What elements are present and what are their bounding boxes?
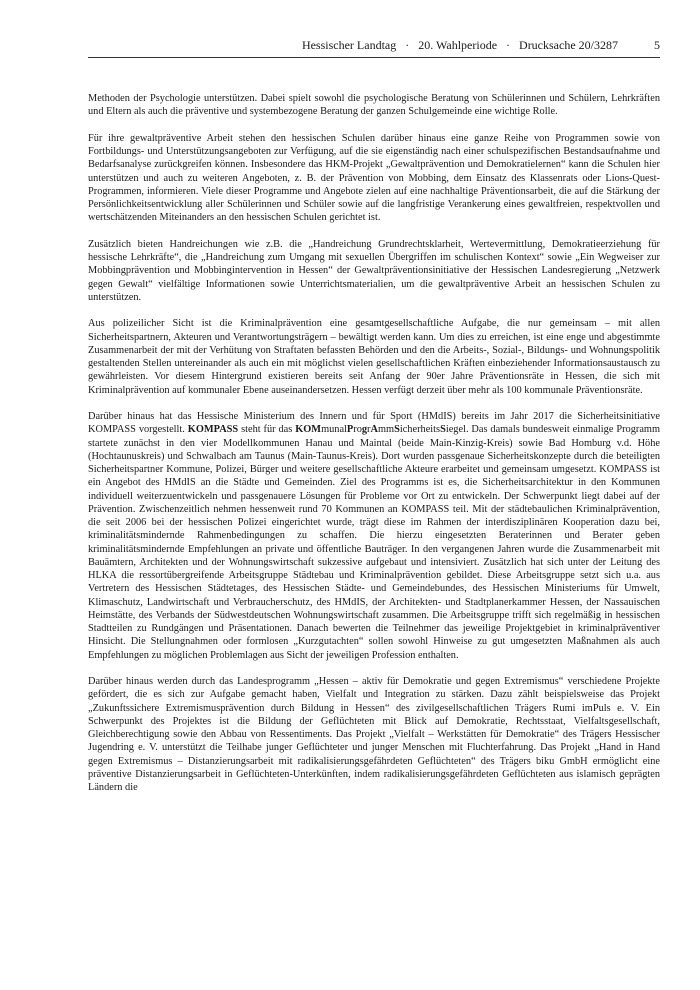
document-page: [88, 0, 660, 990]
acronym-letter: S: [440, 424, 446, 436]
acronym-letter: S: [394, 424, 400, 436]
running-title: Hessischer Landtag · 20. Wahlperiode · Drucksache 20/3287: [301, 38, 618, 52]
acronym-rest: ro: [353, 424, 362, 436]
kompass-term: KOMPASS: [187, 424, 239, 436]
acronym-rest: r: [367, 424, 371, 436]
paragraph-2: Für ihre gewaltpräventive Arbeit stehen den hessischen Schulen darüber hinaus eine ganze Reihe von Programmen sowie von Fortbildungs- und Unterstützungsangeboten zur Verfügung, auf die sie eigenständig nach einer schulspezifischen Bestandsaufnahme und Bedarfsanalyse zurückgreifen können. Insbesondere das HKM-Projekt „Gewaltprävention und Demokratielernen“ kann die Schulen hier unterstützen und auch zu weiteren Angeboten, z. B. der Prävention von Mobbing, dem Einsatz des Klassenrats oder Lions-Quest-Programmen, informieren. Viele dieser Programme und Angebote zielen auf eine nachhaltige Präventionsarbeit, die auf die Stärkung der Persönlichkeitsentwicklung aller Schülerinnen und Schüler sowie auf die langfristige Verankerung eines gewaltfreien, respektvollen und wertschätzenden Miteinanders an den hessischen Schulen gerichtet ist.: [88, 132, 660, 224]
acronym-rest: icherheits: [399, 424, 441, 436]
acronym-rest: munal: [321, 424, 347, 436]
acronym-letter: A: [370, 424, 378, 436]
paragraph-1: Methoden der Psychologie unterstützen. Dabei spielt sowohl die psychologische Beratung von Schülerinnen und Schülern, Lehrkräften und Eltern als auch die präventive und systembezogene Beratung der ganzen Schulgemeinde eine wichtige Rolle.: [88, 93, 660, 118]
paragraph-5-rest: . Das damals bundesweit einmalige Programm startete zunächst in den vier Modellkommunen Hanau und Maintal (beide Main-Kinzig-Kreis) sowie Bad Homburg v.d. Höhe (Hochtaunuskreis) und Schwalbach am Taunus (Main-Taunus-Kreis). Dort wurden passgenaue Sicherheitskonzepte durch die beteiligten Sicherheitspartner Kommune, Polizei, Bürger und weitere gesellschaftliche Akteure erarbeitet und gemeinsam umgesetzt. KOMPASS ist ein Angebot des HMdIS an die Städte und Gemeinden. Ziel des Programms ist es, die Sicherheitsarchitektur in den Kommunen individuell weiterzuentwickeln und passgenauere Lösungen für Probleme vor Ort zu entwickeln. Der Schwerpunkt liegt dabei auf der Prävention. Zwischenzeitlich nehmen hessenweit rund 70 Kommunen an KOMPASS teil. Mit der städtebaulichen Kriminalprävention, die seit 2006 bei der hessischen Polizei eingerichtet wurde, trägt diese im Rahmen der interdisziplinären Kooperation dazu bei, kriminalitätsmindernde Rahmenbedingungen zu schaffen. Die hierzu eingesetzten Beraterinnen und Berater geben kriminalitätsmindernde Empfehlungen an private und öffentliche Bauträger. In den vergangenen Jahren wurde die Zusammenarbeit mit Bauämtern, Architekten und der Wohnungswirtschaft sukzessive aufgebaut und intensiviert. Zusätzlich hat sich unter der Leitung des HLKA die ressortübergreifende Arbeitsgruppe Städtebau und Kriminalprävention gebildet. Diese Arbeitsgruppe setzt sich u.a. aus Vertretern des Hessischen Städtetages, des Hessischen Städte- und Gemeindebundes, des Hessischen Ministeriums für Umwelt, Klimaschutz, Landwirtschaft und Verbraucherschutz, des HMdIS, der Architekten- und Stadtplanerkammer Hessen, der Nassauischen Heimstätte, des Verbands der Südwestdeutschen Wohnungswirtschaft zusammen. Die Arbeitsgruppe trifft sich regelmäßig in hessischen Stadtteilen zu Rundgängen und Präsentationen. Danach bewerten die Teilnehmer das jeweilige Projektgebiet in kriminalpräventiver Hinsicht. Die Stellungnahmen oder formlosen „Kurzgutachten“ sollen sowohl Hinweise zu gut umgesetzten Maßnahmen als auch Empfehlungen zu möglichen Problemlagen aus Sicht der jeweiligen Profession enthalten.: [88, 424, 661, 661]
acronym-letter: KOM: [295, 424, 322, 436]
acronym-letter: P: [346, 424, 354, 436]
acronym-rest: iegel: [445, 424, 466, 436]
acronym-rest: mm: [377, 424, 395, 436]
page-header: [88, 38, 660, 54]
body-text: [88, 92, 660, 808]
paragraph-6: Darüber hinaus werden durch das Landesprogramm „Hessen – aktiv für Demokratie und gegen Extremismus“ verschiedene Projekte gefördert, die es sich zur Aufgabe gemacht haben, Vielfalt und Integration zu stärken. Dazu zählt beispielsweise das Projekt „Zukunftssichere Extremismusprävention durch Bildung in Hessen“ des zivilgesellschaftlichen Trägers Rumi imPuls e. V. Ein Schwerpunkt des Projektes ist die Bildung der Geflüchteten mit Blick auf Demokratie, Rechtsstaat, Vielfaltsgesellschaft, Gleichberechtigung sowie den Abbau von Ressentiments. Das Projekt „Vielfalt – Werkstätten für Demokratie“ des Trägers Hessischer Jugendring e. V. unterstützt die Teilhabe junger Geflüchteter und junger Menschen mit Fluchterfahrung. Das Projekt „Hand in Hand gegen Extremismus – Distanzierungsarbeit mit radikalisierungsgefährdeten Geflüchteten“ des Trägers biku GmbH ermöglicht eine präventive Distanzierungsarbeit in Geflüchteten-Unterkünften, indem radikalisierungsgefährdeten Geflüchteten aus islamisch geprägten Ländern die: [88, 676, 660, 793]
paragraph-5: [88, 410, 660, 662]
paragraph-4: Aus polizeilicher Sicht ist die Kriminalprävention eine gesamtgesellschaftliche Aufgabe, die nur gemeinsam – mit allen Sicherheitspartnern, Akteuren und Verantwortungsträgern – bewältigt werden kann. Um dies zu erreichen, ist eine enge und abgestimmte Zusammenarbeit der mit der Verhütung von Straftaten befassten Behörden und den die Arbeits-, Sozial-, Bildungs- und Wohnungspolitik gestaltenden Stellen untereinander als auch ein mit möglichst vielen gesellschaftlichen Kräften einbeziehender Informationsaustausch zu gewährleisten. Vor diesem Hintergrund existieren bereits seit Anfang der 90er Jahre Präventionsräte in Hessen, die sich mit Kriminalprävention auf kommunaler Ebene auseinandersetzen. Hessen verfügt derzeit über mehr als 100 kommunale Präventionsräte.: [88, 318, 660, 396]
acronym-letter: g: [361, 424, 368, 436]
header-rule: [88, 57, 660, 58]
page-number: 5: [654, 38, 660, 52]
kompass-mid: steht für das: [238, 424, 296, 436]
paragraph-5-intro: Darüber hinaus hat das Hessische Ministerium des Innern und für Sport (HMdIS) bereits im Jahr 2017 die Sicherheitsinitiative KOMPASS vorgestellt.: [88, 411, 660, 436]
paragraph-3: Zusätzlich bieten Handreichungen wie z.B. die „Handreichung Grundrechtsklarheit, Wertevermittlung, Demokratieerziehung für hessische Lehrkräfte“, die „Handreichung zum Umgang mit sexuellen Übergriffen im schulischen Kontext“ sowie „Ein Wegweiser zur Mobbingprävention und Mobbingintervention in Hessen“ der Gewaltpräventionsinitiative der Hessischen Landesregierung „Netzwerk gegen Gewalt“ vielfältige Informationen sowie Unterrichtsmaterialien, um die gewaltpräventive Arbeit an hessischen Schulen zu unterstützen.: [88, 238, 660, 303]
